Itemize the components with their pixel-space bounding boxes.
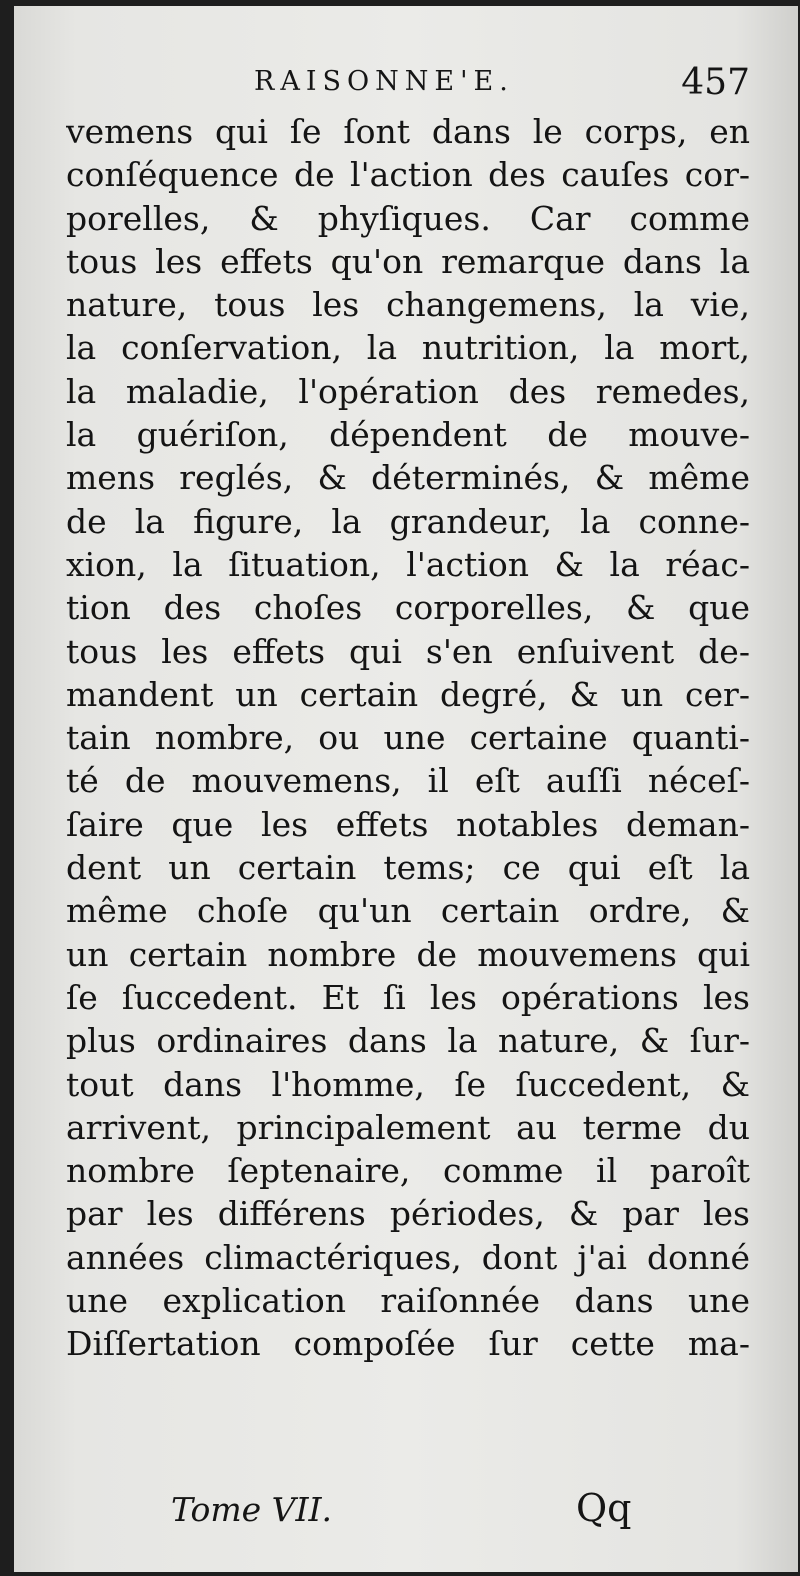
page-number: 457: [681, 62, 750, 103]
body-text: [66, 110, 750, 1366]
signature-mark: Qq: [576, 1486, 632, 1530]
page-footer: [66, 1486, 750, 1536]
book-page: [14, 6, 798, 1572]
text-line: vemens qui ſe ſont dans le corps, en: [66, 112, 750, 151]
page-header: [66, 62, 750, 112]
text-line: nombre ſeptenaire, comme il paroît: [66, 1151, 750, 1191]
text-line: dent un certain tems; ce qui eſt la: [66, 848, 750, 888]
text-line: porelles, & phyſiques. Car comme: [66, 198, 750, 238]
text-line: tain nombre, ou une certaine quanti-: [66, 718, 750, 758]
text-line: la guériſon, dépendent de mouve-: [66, 415, 750, 455]
text-line: années climactériques, dont j'ai donné: [66, 1237, 750, 1277]
text-line: té de mouvemens, il eſt auſſi néceſ-: [66, 761, 750, 801]
text-line: tion des choſes corporelles, & que: [66, 588, 750, 628]
text-line: xion, la ſituation, l'action & la réac-: [66, 544, 750, 584]
text-line: mandent un certain degré, & un cer-: [66, 674, 750, 714]
text-line: tous les effets qui s'en enſuivent de-: [66, 631, 750, 671]
text-line: ſe ſuccedent. Et ſi les opérations les: [66, 977, 750, 1017]
text-line: par les différens périodes, & par les: [66, 1194, 750, 1234]
text-line: la conſervation, la nutrition, la mort,: [66, 328, 750, 368]
text-line: ſaire que les effets notables deman-: [66, 804, 750, 844]
text-line: tous les effets qu'on remarque dans la: [66, 241, 750, 281]
text-line: la maladie, l'opération des remedes,: [66, 371, 750, 411]
text-line: conſéquence de l'action des cauſes cor-: [66, 155, 750, 195]
text-line: Diſſertation compoſée ſur cette ma-: [66, 1324, 750, 1364]
volume-label: Tome VII.: [171, 1490, 333, 1529]
text-line: même choſe qu'un certain ordre, &: [66, 891, 750, 931]
text-line: tout dans l'homme, ſe ſuccedent, &: [66, 1064, 750, 1104]
running-head: RAISONNE'E.: [254, 66, 514, 97]
text-line: un certain nombre de mouvemens qui: [66, 934, 750, 974]
text-line: nature, tous les changemens, la vie,: [66, 285, 750, 325]
text-line: de la figure, la grandeur, la conne-: [66, 501, 750, 541]
text-line: une explication raiſonnée dans une: [66, 1281, 750, 1321]
text-line: arrivent, principalement au terme du: [66, 1107, 750, 1147]
text-line: plus ordinaires dans la nature, & ſur-: [66, 1021, 750, 1061]
text-line: mens reglés, & déterminés, & même: [66, 458, 750, 498]
